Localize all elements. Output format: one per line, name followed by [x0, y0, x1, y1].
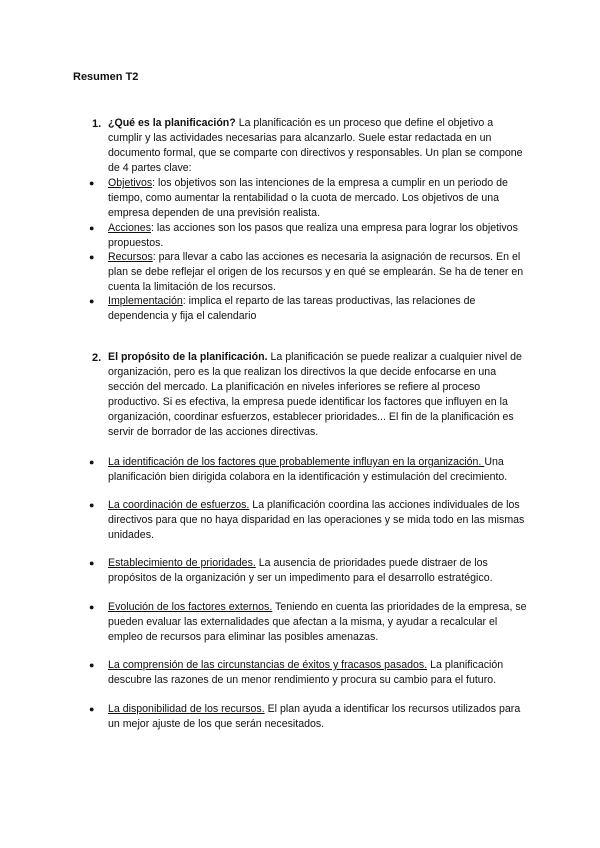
- list-item-term: Acciones: [108, 222, 151, 234]
- list-item-evolucion: [108, 600, 528, 645]
- bullet-icon: ●: [89, 457, 95, 467]
- bullet-icon: ●: [89, 660, 95, 670]
- list-item-implementacion: [108, 294, 528, 324]
- list-item-identificacion: [108, 455, 528, 485]
- list-item-term: Objetivos: [108, 177, 153, 189]
- section1-body: La planificación es un proceso que define el objetivo a cumplir y las actividades necesarias para alcanzarlo. Suele estar redactada en un documento formal, que se comparte con directivos y responsables. Un plan se compone de 4 partes clave:: [108, 117, 523, 174]
- list-item-term: Evolución de los factores externos.: [108, 601, 273, 613]
- section1-paragraph: [108, 116, 528, 176]
- list-item-term: Recursos: [108, 251, 153, 263]
- list-item-text: La planificación descubre las razones de un menor rendimiento y procura su cambio para el futuro.: [108, 659, 504, 686]
- section2-heading: El propósito de la planificación.: [108, 351, 268, 363]
- list-item-objetivos: [108, 176, 528, 221]
- list-item-text: La planificación coordina las acciones individuales de los directivos para que no haya disparidad en las operaciones y se mida todo en las mismas unidades.: [108, 499, 525, 541]
- list-item-recursos: [108, 250, 528, 295]
- list-item-comprension: [108, 658, 528, 688]
- bullet-icon: ●: [89, 704, 95, 714]
- document-title: Resumen T2: [73, 71, 139, 83]
- list-item-term: La disponibilidad de los recursos.: [108, 703, 265, 715]
- list-item-term: La identificación de los factores que probablemente influyan en la organización.: [108, 456, 485, 468]
- list-item-text: Teniendo en cuenta las prioridades de la empresa, se pueden evaluar las externalidades que afectan a la misma, y ayudar a recalcular el empleo de recursos para eliminar las posibles amenazas.: [108, 601, 527, 643]
- bullet-icon: ●: [89, 223, 95, 233]
- list-item-term: Implementación: [108, 295, 183, 307]
- list-item-text: : para llevar a cabo las acciones es necesaria la asignación de recursos. En el plan se debe reflejar el origen de los recursos y en qué se emplearán. Se ha de tener en cuenta la limitación de los recursos.: [108, 251, 524, 293]
- bullet-icon: ●: [89, 178, 95, 188]
- section1-heading: ¿Qué es la planificación?: [108, 117, 236, 129]
- list-item-text: : las acciones son los pasos que realiza una empresa para lograr los objetivos propuestos.: [108, 222, 518, 249]
- list-item-text: El plan ayuda a identificar los recursos utilizados para un mejor ajuste de los que serán necesitados.: [108, 703, 521, 730]
- bullet-icon: ●: [89, 558, 95, 568]
- section1-number: 1.: [92, 118, 102, 130]
- list-item-text: Una planificación bien dirigida colabora en la identificación y estimulación del crecimiento.: [108, 456, 508, 483]
- list-item-text: La ausencia de prioridades puede distraer de los propósitos de la organización y ser un impedimento para el desarrollo estratégico.: [108, 557, 493, 584]
- section2-number: 2.: [92, 352, 102, 364]
- list-item-prioridades: [108, 556, 528, 586]
- list-item-disponibilidad: [108, 702, 528, 732]
- list-item-term: La coordinación de esfuerzos.: [108, 499, 250, 511]
- section2-paragraph: [108, 350, 528, 440]
- bullet-icon: ●: [89, 296, 95, 306]
- list-item-term: Establecimiento de prioridades.: [108, 557, 256, 569]
- bullet-icon: ●: [89, 602, 95, 612]
- list-item-coordinacion: [108, 498, 528, 543]
- bullet-icon: ●: [89, 500, 95, 510]
- list-item-text: : los objetivos son las intenciones de la empresa a cumplir en un periodo de tiempo, como aumentar la rentabilidad o la cuota de mercado. Los objetivos de una empresa dependen de una previsión realista.: [108, 177, 508, 219]
- bullet-icon: ●: [89, 252, 95, 262]
- list-item-text: : implica el reparto de las tareas productivas, las relaciones de dependencia y fija el calendario: [108, 295, 476, 322]
- list-item-acciones: [108, 221, 528, 251]
- section2-body: La planificación se puede realizar a cualquier nivel de organización, pero es la que realizan los directivos la que decide enfocarse en una sección del mercado. La planificación en niveles inferiores se refiere al proceso productivo. Si es efectiva, la empresa puede identificar los factores que influyen en la organización, coordinar esfuerzos, establecer prioridades... El fin de la planificación es servir de borrador de las acciones directivas.: [108, 351, 522, 438]
- list-item-term: La comprensión de las circunstancias de éxitos y fracasos pasados.: [108, 659, 428, 671]
